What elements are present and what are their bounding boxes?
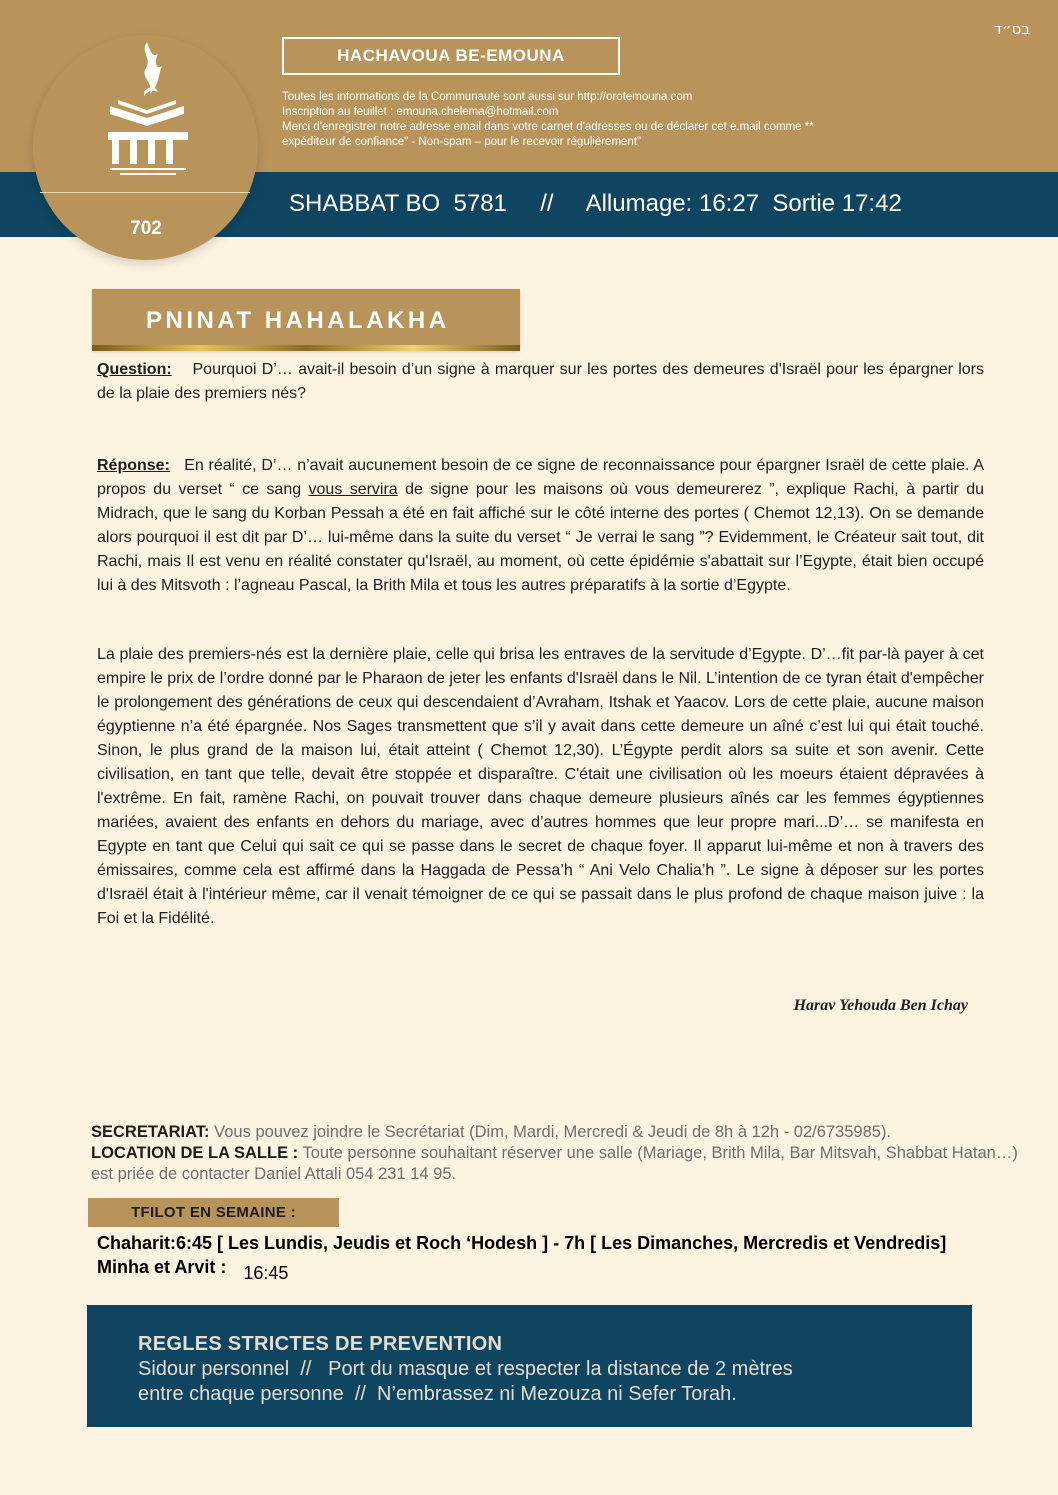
emouna-logo-icon [100,40,195,180]
location-text: Toute personne souhaitant réserver une salle (Mariage, Brith Mila, Bar Mitsvah, Shabbat Hatan…) est priée de contacter Daniel Attali 054 231 14 95. [91,1144,1018,1183]
minha-line [97,1257,289,1283]
answer-text: En réalité, D’… n’avait aucunement besoin de ce signe de reconnaissance pour épargner Israël de cette plaie. A propos du verset “ ce sang [97,457,984,498]
body-paragraph: La plaie des premiers-nés est la dernière plaie, celle qui brisa les entraves de la servitude d’Egypte. D’…fit par-là payer à cet empire le prix de l’ordre donné par le Pharaon de jeter les enfants d'Israël dans le Nil. L’intention de ce tyran était d'empêcher le prolongement des générations de ceux qui descendaient d’Avraham, Itshak et Yaacov. Lors de cette plaie, aucune maison égyptienne n’a été épargnée. Nos Sages transmettent que s’il y avait dans cette demeure un aîné c’est lui qui était touché. Sinon, le plus grand de la maison lui, était atteint ( Chemot 12,30). L’Égypte perdit alors sa suite et son avenir. Cette civilisation, en tant que telle, devait être stoppée et disparaître. C'était une civilisation où les moeurs étaient dépravées à l'extrême. En fait, ramène Rachi, on pouvait trouver dans chaque demeure plusieurs aînés car les femmes égyptiennes mariées, avaient des enfants en dehors du mariage, avec d’autres hommes que leur propre mari...D’… se manifesta en Egypte en tant que Celui qui sait ce qui se passe dans le secret de chaque foyer. Il apparut lui-même et non à travers des émissaires, comme cela est affirmé dans la Haggada de Pessa’h “ Ani Velo Chalia’h ”. Le signe à déposer sur les portes d'Israël était à l'intérieur même, car il venait témoigner de ce qui se passait dans le plus profond de chaque maison juive : la Foi et la Fidélité. [97,646,984,927]
question-label: Question: [97,361,172,378]
bsd-mark: בס״ד [993,20,1030,38]
issue-number: 702 [130,218,162,239]
tfilot-label: TFILOT EN SEMAINE : [88,1198,339,1227]
secretariat-line [91,1122,1031,1143]
gold-strip [92,345,520,351]
newsletter-title: HACHAVOUA BE-EMOUNA [282,37,620,75]
answer-text: de signe pour les maisons où vous demeurerez ”, explique Rachi, à partir du Midrach, que le sang du Korban Pessah a été en fait affiché sur le côté interne des portes ( Chemot 12,13). On se demande alors pourquoi il est dit par D’… lui-même dans la suite du verset “ Je verrai le sang ”? Evidemment, le Créateur sait tout, dit Rachi, mais Il est venu en réalité constater qu'Israël, au moment, où cette épidémie s'abattait sur l’Egypte, était bien occupé lui à des Mitsvoth : l’agneau Pascal, la Brith Mila et tous les autres préparatifs à la sortie d’Egypte. [97,481,985,594]
shabbat-times: SHABBAT BO 5781 // Allumage: 16:27 Sortie 17:42 [289,190,902,217]
section-title: PNINAT HAHALAKHA [146,307,450,334]
minha-time: 16:45 [243,1263,289,1283]
author-signature: Harav Yehouda Ben Ichay [793,997,968,1014]
info-line: expéditeur de confiance" - Non-spam – pour le recevoir régulièrement" [282,136,642,148]
answer-underlined: vous servira [308,481,398,498]
answer-label: Réponse: [97,457,170,474]
location-line [91,1143,1031,1185]
secretariat-label: SECRETARIAT: [91,1123,210,1141]
info-line: Merci d'enregistrer notre adresse email dans votre carnet d'adresses ou de déclarer cet e.mail comme ** [282,121,814,133]
prevention-line: entre chaque personne // N’embrassez ni Mezouza ni Sefer Torah. [138,1383,737,1405]
logo-divider [40,192,250,193]
question-text: Pourquoi D’… avait-il besoin d’un signe à marquer sur les portes des demeures d'Israël pour les épargner lors de la plaie des premiers nés? [97,361,985,402]
secretariat-block [91,1122,1031,1185]
prevention-line: Sidour personnel // Port du masque et respecter la distance de 2 mètres [138,1358,793,1380]
location-label: LOCATION DE LA SALLE : [91,1144,299,1162]
prevention-title: REGLES STRICTES DE PREVENTION [138,1333,503,1355]
minha-label: Minha et Arvit : [97,1257,227,1277]
secretariat-text: Vous pouvez joindre le Secrétariat (Dim, Mardi, Mercredi & Jeudi de 8h à 12h - 02/6735985). [214,1123,892,1141]
info-line: Toutes les informations de la Communauté sont aussi sur http://orotemouna.com [282,91,693,103]
prevention-box [87,1305,972,1427]
info-line: Inscription au feuillet : emouna.chelema@hotmail.com [282,106,559,118]
section-header [92,289,520,351]
question-paragraph [97,358,984,406]
answer-paragraph [97,454,984,598]
header-info [282,90,942,150]
chaharit-times: Chaharit:6:45 [ Les Lundis, Jeudis et Roch ‘Hodesh ] - 7h [ Les Dimanches, Mercredis et Vendredis] [97,1233,947,1253]
